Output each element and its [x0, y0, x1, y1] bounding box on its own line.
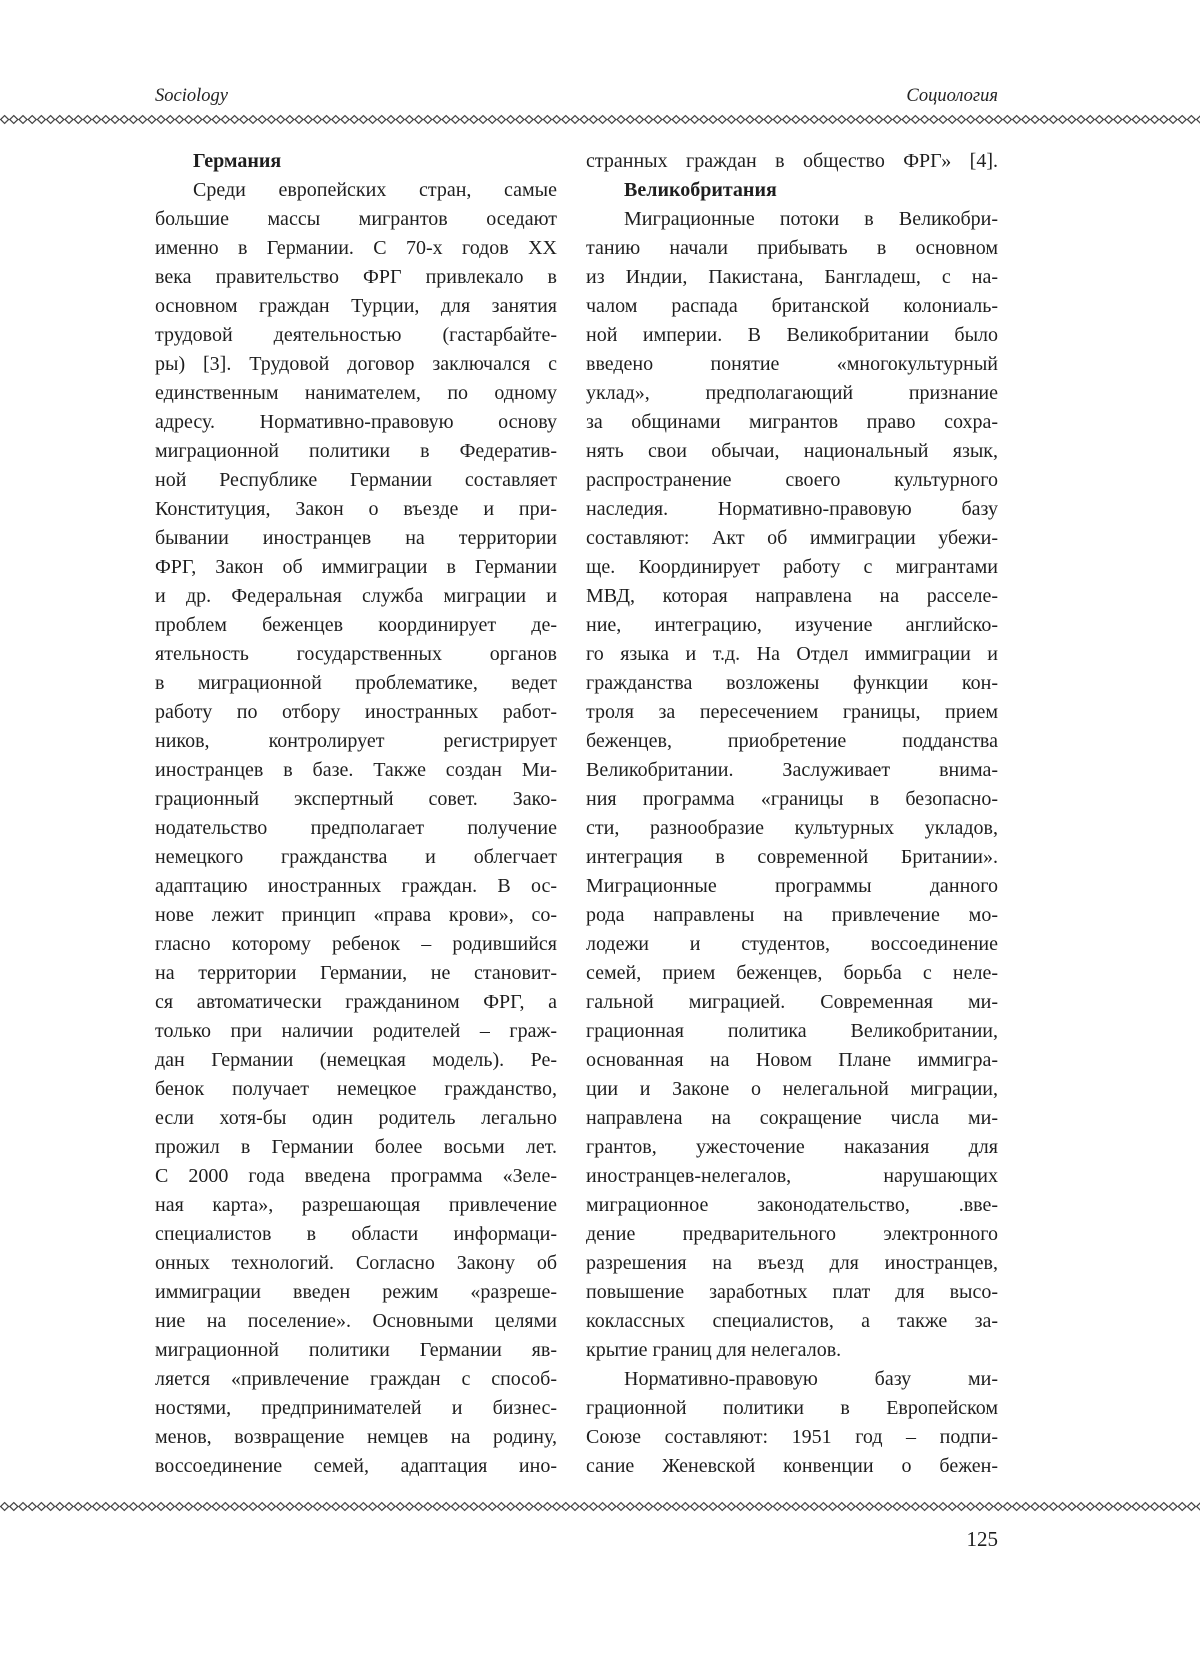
text-line: наследия. Нормативно-правовую базу	[586, 498, 998, 520]
text-line: большие массы мигрантов оседают	[155, 208, 557, 230]
text-line: ся автоматически гражданином ФРГ, а	[155, 991, 557, 1013]
text-line: основном граждан Турции, для занятия	[155, 295, 557, 317]
text-line: трудовой деятельностью (гастарбайте-	[155, 324, 557, 346]
text-line: Конституция, Закон о въезде и при-	[155, 498, 557, 520]
text-line: семей, прием беженцев, борьба с неле-	[586, 962, 998, 984]
text-line: странных граждан в общество ФРГ» [4].	[586, 150, 998, 172]
text-line: лодежи и студентов, воссоединение	[586, 933, 998, 955]
text-line: основанная на Новом Плане иммигра-	[586, 1049, 998, 1071]
text-line: коклассных специалистов, а также за-	[586, 1310, 998, 1332]
text-line: ной империи. В Великобритании было	[586, 324, 998, 346]
text-line: ния программа «границы в безопасно-	[586, 788, 998, 810]
text-line: введено понятие «многокультурный	[586, 353, 998, 375]
page-number: 125	[966, 1527, 998, 1551]
chain-border-icon	[0, 114, 1200, 125]
text-line: ная карта», разрешающая привлечение	[155, 1194, 557, 1216]
text-line: дан Германии (немецкая модель). Ре-	[155, 1049, 557, 1071]
text-line: Великобритания	[624, 179, 777, 201]
text-line: века правительство ФРГ привлекало в	[155, 266, 557, 288]
text-line: Великобритании. Заслуживает внима-	[586, 759, 998, 781]
chain-border-icon	[0, 1501, 1200, 1512]
text-line: проблем беженцев координирует де-	[155, 614, 557, 636]
text-line: дение предварительного электронного	[586, 1223, 998, 1245]
text-line: ятельность государственных органов	[155, 643, 557, 665]
text-line: работу по отбору иностранных работ-	[155, 701, 557, 723]
text-line: Миграционные потоки в Великобри-	[624, 208, 998, 230]
text-line: только при наличии родителей – граж-	[155, 1020, 557, 1042]
text-line: разрешения на въезд для иностранцев,	[586, 1252, 998, 1274]
text-line: ции и Законе о нелегальной миграции,	[586, 1078, 998, 1100]
text-line: составляют: Акт об иммиграции убежи-	[586, 527, 998, 549]
text-line: ние, интеграцию, изучение английско-	[586, 614, 998, 636]
text-line: беженцев, приобретение подданства	[586, 730, 998, 752]
text-line: МВД, которая направлена на расселе-	[586, 585, 998, 607]
left-column	[155, 147, 557, 1481]
running-head-left: Sociology	[155, 86, 228, 106]
text-line: грационный экспертный совет. Зако-	[155, 788, 557, 810]
text-line: нодательство предполагает получение	[155, 817, 557, 839]
text-line: если хотя-бы один родитель легально	[155, 1107, 557, 1129]
text-line: ние на поселение». Основными целями	[155, 1310, 557, 1332]
text-line: воссоединение семей, адаптация ино-	[155, 1455, 557, 1477]
text-line: гражданства возложены функции кон-	[586, 672, 998, 694]
text-line: гласно которому ребенок – родившийся	[155, 933, 557, 955]
text-line: уклад», предполагающий признание	[586, 382, 998, 404]
text-line: миграционное законодательство, .вве-	[586, 1194, 998, 1216]
text-line: Нормативно-правовую базу ми-	[624, 1368, 998, 1390]
text-line: нять свои обычаи, национальный язык,	[586, 440, 998, 462]
text-line: распространение своего культурного	[586, 469, 998, 491]
text-line: ФРГ, Закон об иммиграции в Германии	[155, 556, 557, 578]
text-line: онных технологий. Согласно Закону об	[155, 1252, 557, 1274]
text-line: иммиграции введен режим «разреше-	[155, 1281, 557, 1303]
text-line: адресу. Нормативно-правовую основу	[155, 411, 557, 433]
text-line: специалистов в области информаци-	[155, 1223, 557, 1245]
text-line: повышение заработных плат для высо-	[586, 1281, 998, 1303]
text-line: направлена на сокращение числа ми-	[586, 1107, 998, 1129]
text-line: адаптацию иностранных граждан. В ос-	[155, 875, 557, 897]
text-line: менов, возвращение немцев на родину,	[155, 1426, 557, 1448]
text-line: и др. Федеральная служба миграции и	[155, 585, 557, 607]
text-line: именно в Германии. С 70-х годов XX	[155, 237, 557, 259]
text-line: танию начали прибывать в основном	[586, 237, 998, 259]
text-line: из Индии, Пакистана, Бангладеш, с на-	[586, 266, 998, 288]
text-line: миграционной политики Германии яв-	[155, 1339, 557, 1361]
text-line: ляется «привлечение граждан с способ-	[155, 1368, 557, 1390]
text-line: нове лежит принцип «права крови», со-	[155, 904, 557, 926]
text-line: прожил в Германии более восьми лет.	[155, 1136, 557, 1158]
text-line: ностями, предпринимателей и бизнес-	[155, 1397, 557, 1419]
text-line: го языка и т.д. На Отдел иммиграции и	[586, 643, 998, 665]
running-head	[155, 86, 998, 107]
text-line: бывании иностранцев на территории	[155, 527, 557, 549]
text-line: гальной миграцией. Современная ми-	[586, 991, 998, 1013]
text-line: грационной политики в Европейском	[586, 1397, 998, 1419]
text-line: бенок получает немецкое гражданство,	[155, 1078, 557, 1100]
running-head-right: Социология	[906, 86, 998, 106]
text-line: ников, контролирует регистрирует	[155, 730, 557, 752]
text-line: за общинами мигрантов право сохра-	[586, 411, 998, 433]
text-line: в миграционной проблематике, ведет	[155, 672, 557, 694]
text-line: сти, разнообразие культурных укладов,	[586, 817, 998, 839]
right-column	[586, 147, 998, 1481]
text-line: С 2000 года введена программа «Зеле-	[155, 1165, 557, 1187]
text-line: ще. Координирует работу с мигрантами	[586, 556, 998, 578]
text-line: рода направлены на привлечение мо-	[586, 904, 998, 926]
text-line: иностранцев-нелегалов, нарушающих	[586, 1165, 998, 1187]
text-line: грационная политика Великобритании,	[586, 1020, 998, 1042]
text-line: интеграция в современной Британии».	[586, 846, 998, 868]
text-line: ной Республике Германии составляет	[155, 469, 557, 491]
text-line: иностранцев в базе. Также создан Ми-	[155, 759, 557, 781]
text-line: на территории Германии, не становит-	[155, 962, 557, 984]
text-line: Союзе составляют: 1951 год – подпи-	[586, 1426, 998, 1448]
text-line: сание Женевской конвенции о бежен-	[586, 1455, 998, 1477]
text-line: чалом распада британской колониаль-	[586, 295, 998, 317]
text-line: немецкого гражданства и облегчает	[155, 846, 557, 868]
text-line: крытие границ для нелегалов.	[586, 1339, 842, 1361]
text-line: Германия	[193, 150, 282, 172]
text-line: грантов, ужесточение наказания для	[586, 1136, 998, 1158]
text-line: единственным нанимателем, по одному	[155, 382, 557, 404]
text-columns	[155, 147, 998, 1481]
text-line: Миграционные программы данного	[586, 875, 998, 897]
text-line: Среди европейских стран, самые	[193, 179, 557, 201]
text-line: миграционной политики в Федератив-	[155, 440, 557, 462]
text-line: ры) [3]. Трудовой договор заключался с	[155, 353, 557, 375]
text-line: троля за пересечением границы, прием	[586, 701, 998, 723]
